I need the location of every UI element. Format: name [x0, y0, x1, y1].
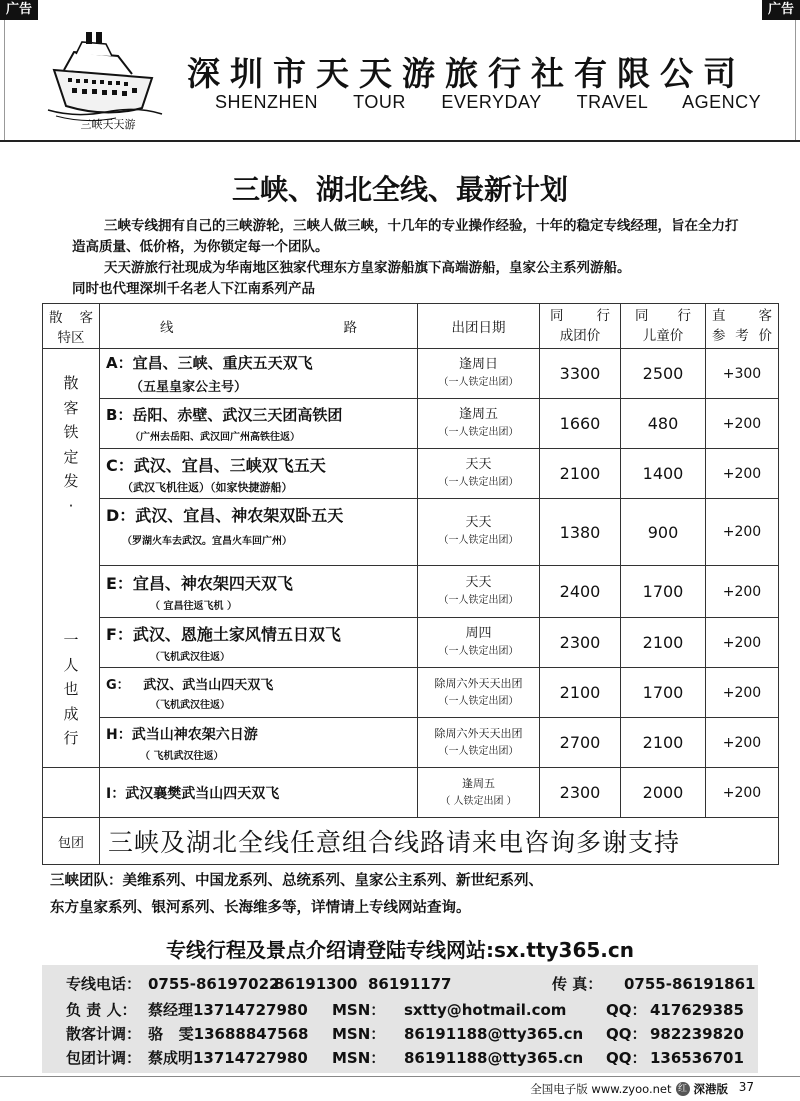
contact-person: 蔡经理13714727980 [148, 1001, 308, 1019]
charter-label: 包团 [43, 818, 100, 865]
intro-paragraph [72, 216, 742, 300]
footer-version: 深港版 [693, 1082, 728, 1096]
route-note: （ 飞机武汉往返） [140, 750, 224, 762]
route-price-table [42, 303, 779, 865]
header-route: 线 路 [100, 304, 418, 349]
ref-price: +200 [706, 499, 779, 566]
ref-price: +200 [706, 399, 779, 449]
side-label: 散 客 铁 定 发 · 一 人 也 成 行 [43, 349, 100, 768]
route-name: G： 武汉、武当山四天双飞 [106, 678, 274, 693]
cruise-series [44, 868, 756, 922]
depart-date: 除周六外天天出团 [434, 676, 523, 690]
contact-person: 骆 雯13688847568 [148, 1025, 309, 1043]
msn-address: 86191188@tty365.cn [404, 1025, 584, 1043]
route-name: D：武汉、宜昌、神农架双卧五天 [106, 506, 344, 525]
msn-label: MSN： [332, 1001, 386, 1019]
logo-signature: 三峡天天游 [80, 118, 136, 131]
table-row [43, 618, 779, 668]
qq-number: 136536701 [650, 1049, 744, 1067]
depart-note: （ 人铁定出团 ） [440, 795, 517, 807]
route-note: （ 宜昌往返飞机 ） [150, 601, 237, 612]
footer-badge-icon: 红 [676, 1082, 690, 1096]
depart-date: 天天 [465, 574, 492, 590]
table-row [43, 718, 779, 768]
charter-text: 三峡及湖北全线任意组合线路请来电咨询多谢支持 [100, 818, 779, 865]
page-title: 三峡、湖北全线、最新计划 [231, 173, 568, 206]
msn-label: MSN： [332, 1025, 386, 1043]
group-price: 2400 [540, 566, 621, 618]
table-row [43, 499, 779, 566]
qq-label: QQ： [606, 1025, 647, 1043]
depart-date: 天天 [465, 515, 492, 530]
group-price: 2700 [540, 718, 621, 768]
header-zone: 散 客 特区 [43, 304, 100, 349]
table-row [43, 668, 779, 718]
qq-number: 982239820 [650, 1025, 744, 1043]
series-line-2: 东方皇家系列、银河系列、长海维多等，详情请上专线网站查询。 [50, 900, 471, 916]
contact-role: 包团计调： [66, 1049, 142, 1067]
hotline-number-3: 86191177 [368, 975, 452, 993]
company-name-en: SHENZHEN TOUR EVERYDAY TRAVEL AGENCY [215, 92, 762, 112]
intro-line-3: 同时也代理深圳千名老人下江南系列产品 [72, 281, 315, 297]
header-group-price: 同 行 成团价 [540, 304, 621, 349]
table-row [43, 349, 779, 399]
route-note: （五星皇家公主号） [130, 380, 248, 395]
route-note: （罗湖火车去武汉。宜昌火车回广州） [122, 536, 292, 547]
child-price: 2100 [621, 618, 706, 668]
depart-note: （一人铁定出团） [438, 426, 519, 438]
table-row [43, 449, 779, 499]
hotline-number-1: 0755-86197022 [148, 975, 280, 993]
contact-panel [42, 965, 758, 1073]
contact-row [66, 998, 756, 1022]
qq-number: 417629385 [650, 1001, 744, 1019]
table-row [43, 768, 779, 818]
depart-note: （一人铁定出团） [438, 594, 519, 606]
depart-note: （一人铁定出团） [438, 745, 519, 757]
cruise-ship-logo-icon [46, 26, 164, 132]
ref-price: +200 [706, 768, 779, 818]
series-label: 三峡团队： [50, 873, 123, 889]
ad-tag-left: 广告 [0, 0, 38, 20]
depart-date: 除周六外天天出团 [434, 726, 523, 740]
route-name: I：武汉襄樊武当山四天双飞 [106, 785, 280, 802]
depart-date: 逢周五 [462, 776, 495, 790]
company-name-cn: 深圳市天天游旅行社有限公司 [187, 54, 746, 93]
website-notice: 专线行程及景点介绍请登陆专线网站:sx.tty365.cn [166, 938, 634, 962]
depart-note: （一人铁定出团） [438, 376, 519, 388]
child-price: 480 [621, 399, 706, 449]
depart-date: 逢周日 [458, 356, 498, 372]
depart-note: （一人铁定出团） [438, 695, 519, 707]
child-price: 2500 [621, 349, 706, 399]
contact-row [66, 1022, 756, 1046]
depart-date: 逢周五 [458, 406, 498, 422]
depart-note: （一人铁定出团） [438, 535, 519, 546]
msn-label: MSN： [332, 1049, 386, 1067]
msn-address: 86191188@tty365.cn [404, 1049, 584, 1067]
qq-label: QQ： [606, 1001, 647, 1019]
group-price: 1660 [540, 399, 621, 449]
group-price: 2300 [540, 618, 621, 668]
page-footer [0, 1076, 800, 1101]
child-price: 2000 [621, 768, 706, 818]
msn-address: sxtty@hotmail.com [404, 1001, 567, 1019]
route-note: （飞机武汉往返） [150, 700, 230, 711]
ref-price: +300 [706, 349, 779, 399]
route-name: C：武汉、宜昌、三峡双飞五天 [106, 455, 326, 475]
child-price: 1700 [621, 566, 706, 618]
route-name: F：武汉、恩施土家风情五日双飞 [106, 625, 341, 644]
group-price: 2100 [540, 449, 621, 499]
route-note: （广州去岳阳、武汉回广州高铁往返） [130, 432, 300, 443]
group-price: 1380 [540, 499, 621, 566]
table-row [43, 399, 779, 449]
contact-row [66, 1046, 756, 1070]
route-note: （飞机武汉往返） [150, 652, 230, 663]
charter-row [43, 818, 779, 865]
group-price: 3300 [540, 349, 621, 399]
route-name: B：岳阳、赤壁、武汉三天团高铁团 [106, 406, 343, 424]
header-ref-price: 直 客 参 考 价 [706, 304, 779, 349]
route-name: E：宜昌、神农架四天双飞 [106, 574, 293, 593]
ref-price: +200 [706, 668, 779, 718]
contact-role: 散客计调： [66, 1025, 142, 1043]
hotline-label: 专线电话： [66, 975, 142, 993]
header-date: 出团日期 [418, 304, 540, 349]
route-name: A：宜昌、三峡、重庆五天双飞 [106, 354, 313, 372]
child-price: 1700 [621, 668, 706, 718]
contact-person: 蔡成明13714727980 [148, 1049, 308, 1067]
qq-label: QQ： [606, 1049, 647, 1067]
header-child-price: 同 行 儿童价 [621, 304, 706, 349]
ref-price: +200 [706, 566, 779, 618]
ref-price: +200 [706, 718, 779, 768]
intro-line-2: 天天游旅行社现成为华南地区独家代理东方皇家游船旗下高端游船，皇家公主系列游船。 [104, 260, 631, 276]
group-price: 2100 [540, 668, 621, 718]
depart-date: 天天 [465, 456, 492, 472]
group-price: 2300 [540, 768, 621, 818]
ad-tag-right: 广告 [762, 0, 800, 20]
ref-price: +200 [706, 618, 779, 668]
hotline-number-2: 86191300 [274, 975, 358, 993]
depart-note: （一人铁定出团） [438, 645, 519, 657]
fax-label: 传 真： [552, 975, 603, 993]
footer-edition: 全国电子版 www.zyoo.net [530, 1082, 672, 1096]
route-note: （武汉飞机往返）（如家快捷游船） [122, 480, 293, 494]
depart-date: 周四 [465, 625, 492, 641]
intro-line-1: 三峡专线拥有自己的三峡游轮，三峡人做三峡，十几年的专业操作经验，十年的稳定专线经理，旨在全力打造高质量、低价格，为你锁定每一个团队。 [72, 218, 739, 255]
series-line-1: 美维系列、中国龙系列、总统系列、皇家公主系列、新世纪系列、 [122, 873, 543, 889]
child-price: 900 [621, 499, 706, 566]
contact-role: 负 责 人： [66, 1001, 137, 1019]
child-price: 1400 [621, 449, 706, 499]
fax-number: 0755-86191861 [624, 975, 756, 993]
depart-note: （一人铁定出团） [438, 476, 519, 488]
hotline-row [66, 972, 756, 996]
route-name: H：武当山神农架六日游 [106, 726, 258, 743]
child-price: 2100 [621, 718, 706, 768]
table-row [43, 566, 779, 618]
page-number: 37 [738, 1080, 754, 1094]
ref-price: +200 [706, 449, 779, 499]
